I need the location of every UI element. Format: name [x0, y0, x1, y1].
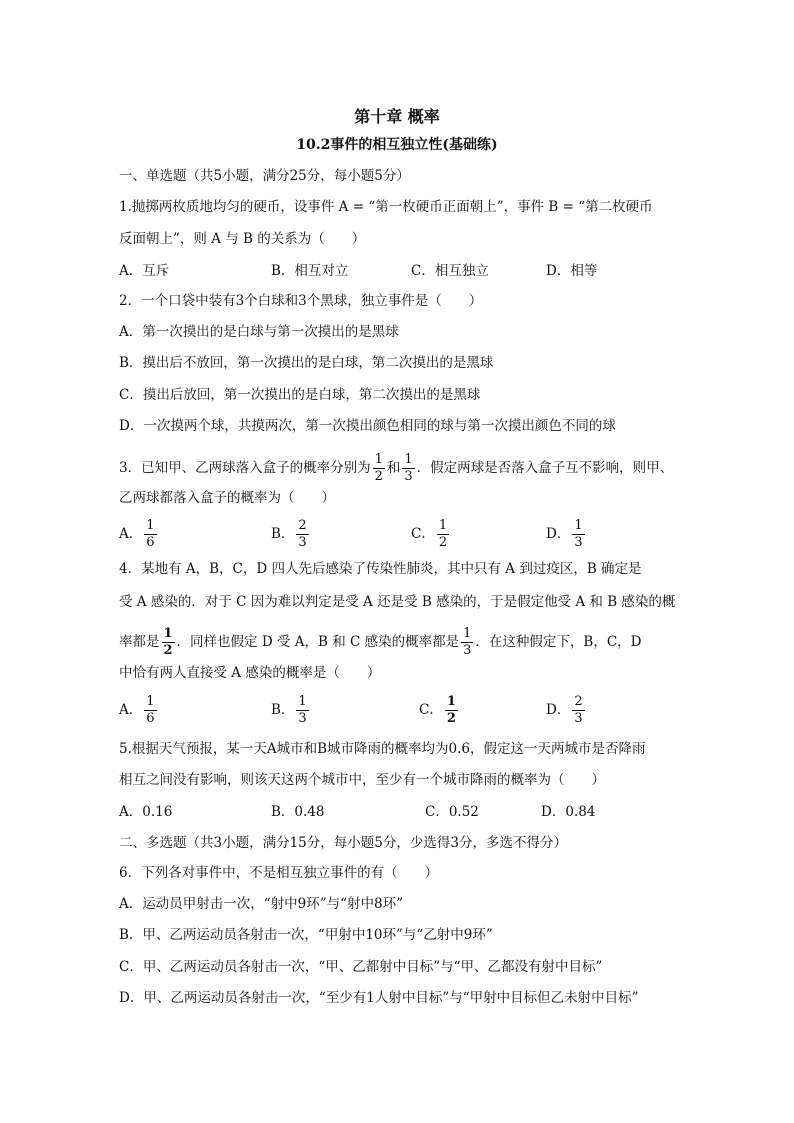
q6-option-d: D．甲、乙两运动员各射击一次，“至少有1人射中目标”与“甲射中目标但乙未射中目标”	[119, 990, 639, 1006]
q4-d-den: 3	[574, 711, 583, 726]
q4-fraction-1	[162, 626, 175, 659]
q4-f2-den: 3	[463, 643, 472, 658]
q5-option-b: B．0.48	[271, 804, 325, 820]
q6-option-b: B．甲、乙两运动员各射击一次，“甲射中10环”与“乙射中9环”	[119, 927, 493, 943]
q5-option-c: C．0.52	[425, 804, 479, 820]
chapter-title: 第十章 概率	[354, 107, 440, 126]
q3-a-num: 1	[146, 518, 155, 533]
q1-option-c: C．相互独立	[411, 263, 489, 279]
q4-a-num: 1	[146, 694, 155, 709]
q3-fraction-2	[402, 452, 414, 485]
q4-c-den: 2	[446, 711, 456, 726]
q4-stem-line3	[119, 626, 679, 659]
q3-option-c	[411, 518, 451, 551]
q5-option-d: D．0.84	[541, 804, 596, 820]
q4-stem-line4: 中恰有两人直接受 A 感染的概率是（ ）	[119, 665, 381, 681]
q2-option-c: C．摸出后放回，第一次摸出的是白球，第二次摸出的是黑球	[119, 387, 481, 403]
q4-option-b	[271, 694, 311, 727]
q4-fraction-2	[461, 626, 473, 659]
section-title: 10.2事件的相互独立性(基础练)	[296, 137, 498, 153]
q4-d-num: 2	[574, 694, 583, 709]
q2-stem: 2．一个口袋中装有3个白球和3个黑球，独立事件是（ ）	[119, 293, 483, 309]
q5-stem-line2: 相互之间没有影响，则该天这两个城市中，至少有一个城市降雨的概率为（ ）	[119, 772, 605, 788]
q3-text-mid: 和	[386, 460, 401, 476]
q3-c-num: 1	[438, 518, 448, 533]
q1-option-b: B．相互对立	[271, 263, 349, 279]
q4-option-d	[546, 694, 587, 727]
q6-option-c: C．甲、乙两运动员各射击一次，“甲、乙都射中目标”与“甲、乙都没有射中目标”	[119, 959, 603, 975]
q4-option-c	[419, 694, 460, 727]
q3-b-den: 3	[298, 535, 307, 550]
q3-d-den: 3	[574, 535, 583, 550]
q4-b-den: 3	[298, 711, 307, 726]
single-choice-heading: 一、单选题（共5小题，满分25分，每小题5分）	[119, 168, 410, 184]
q3-f2-num: 1	[404, 452, 413, 467]
q1-stem-line2: 反面朝上”，则 A 与 B 的关系为（ ）	[119, 231, 366, 247]
q4-c-num: 1	[446, 694, 456, 709]
q3-a-den: 6	[146, 535, 155, 550]
q6-stem: 6．下列各对事件中，不是相互独立事件的有（ ）	[119, 865, 439, 881]
q3-a-label: A．	[119, 526, 143, 542]
q3-b-label: B．	[271, 526, 295, 542]
q5-option-a: A．0.16	[119, 804, 173, 820]
q4-d-label: D．	[546, 702, 571, 718]
q3-d-label: D．	[546, 526, 571, 542]
q4-a-label: A．	[119, 702, 143, 718]
q4-f2-num: 1	[463, 626, 472, 641]
q3-stem-line1	[119, 452, 679, 485]
q3-f1-num: 1	[374, 452, 383, 467]
q3-b-num: 2	[298, 518, 307, 533]
q4-a-den: 6	[146, 711, 155, 726]
q3-option-b	[271, 518, 311, 551]
q1-option-a: A．互斥	[119, 263, 170, 279]
q2-option-b: B．摸出后不放回，第一次摸出的是白球，第二次摸出的是黑球	[119, 355, 494, 371]
q4-text-pre: 率都是	[119, 634, 160, 650]
q4-c-label: C．	[419, 702, 443, 718]
q3-text-pre: 3．已知甲、乙两球落入盒子的概率分别为	[119, 460, 371, 476]
q4-b-label: B．	[271, 702, 295, 718]
q4-b-num: 1	[298, 694, 307, 709]
q4-text-mid: ．同样也假定 D 受 A，B 和 C 感染的概率都是	[176, 634, 460, 650]
q3-c-den: 2	[438, 535, 448, 550]
q3-f2-den: 3	[404, 469, 413, 484]
q3-d-num: 1	[574, 518, 583, 533]
q2-option-d: D．一次摸两个球，共摸两次，第一次摸出颜色相同的球与第一次摸出颜色不同的球	[119, 418, 616, 434]
q2-option-a: A．第一次摸出的是白球与第一次摸出的是黑球	[119, 324, 399, 340]
q3-fraction-1	[373, 452, 385, 485]
q3-option-d	[546, 518, 587, 551]
q6-option-a: A．运动员甲射击一次，“射中9环”与“射中8环”	[119, 896, 404, 912]
q4-f1-den: 2	[163, 643, 173, 658]
multi-choice-heading: 二、多选题（共3小题，满分15分，每小题5分，少选得3分，多选不得分）	[119, 835, 567, 851]
q1-option-d: D．相等	[546, 263, 598, 279]
q5-stem-line1: 5.根据天气预报，某一天A城市和B城市降雨的概率均为0.6，假定这一天两城市是否降雨	[119, 741, 646, 757]
q4-text-post: ．在这种假定下，B，C，D	[475, 634, 642, 650]
q3-c-label: C．	[411, 526, 435, 542]
q4-f1-num: 1	[163, 626, 173, 641]
q1-stem-line1: 1.抛掷两枚质地均匀的硬币，设事件 A = “第一枚硬币正面朝上”，事件 B = “第二枚硬币	[119, 199, 653, 215]
q4-option-a	[119, 694, 159, 727]
q3-f1-den: 2	[374, 469, 383, 484]
q3-text-post: ．假定两球是否落入盒子互不影响，则甲、	[416, 460, 674, 476]
q3-option-a	[119, 518, 159, 551]
q4-stem-line1: 4．某地有 A，B，C，D 四人先后感染了传染性肺炎，其中只有 A 到过疫区，B 确定是	[119, 561, 642, 577]
q3-stem-line2: 乙两球都落入盒子的概率为（ ）	[119, 490, 335, 506]
q4-stem-line2: 受 A 感染的．对于 C 因为难以判定是受 A 还是受 B 感染的，于是假定他受 A 和 B 感染的概	[119, 594, 676, 610]
